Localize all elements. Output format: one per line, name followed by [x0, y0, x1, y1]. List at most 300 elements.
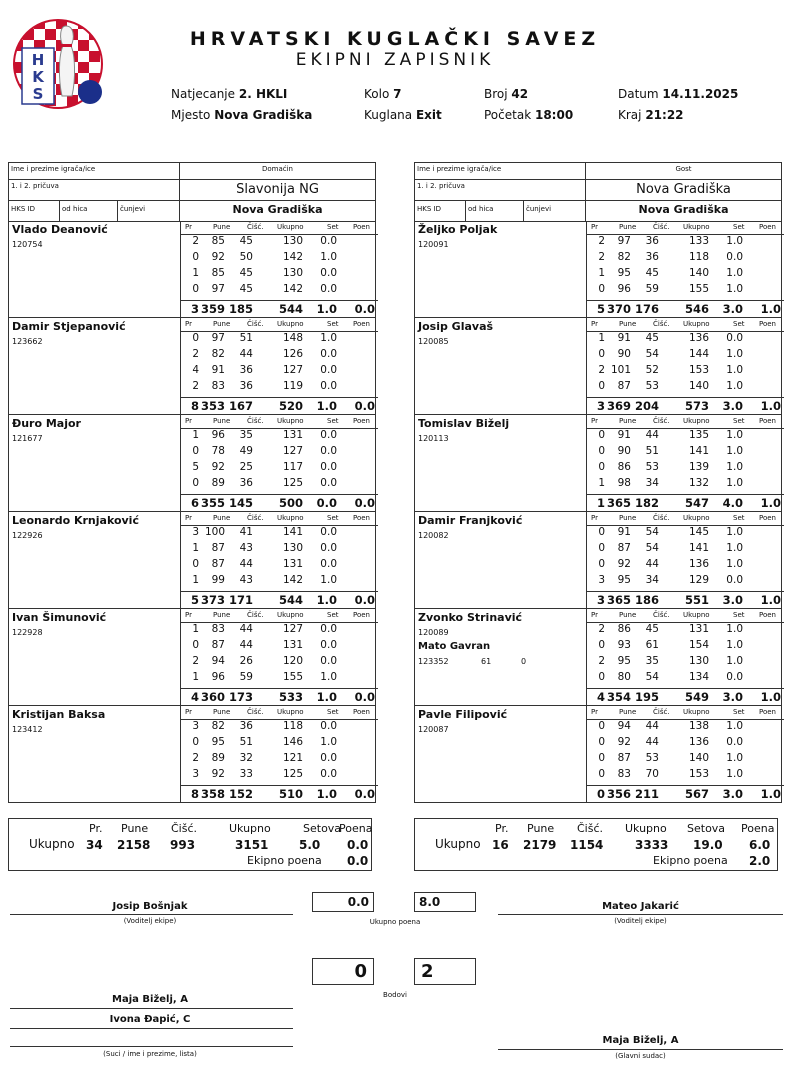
lane-cell: 83	[211, 380, 225, 392]
lane-cell: 145	[688, 526, 709, 538]
lane-cell: 1.0	[726, 348, 743, 360]
total-cell: 167	[228, 399, 253, 413]
lane-cell: 44	[645, 429, 659, 441]
player-total-row	[587, 300, 784, 318]
lane-row	[181, 332, 378, 348]
lane-cell: 36	[239, 477, 253, 489]
total-cell: 1.0	[760, 496, 781, 510]
score-grid	[180, 415, 378, 511]
lane-cell: 83	[211, 623, 225, 635]
col-header: Set	[733, 320, 745, 328]
judge-1-line	[10, 1008, 293, 1009]
lane-cell: 51	[239, 332, 253, 344]
col-header: Čišć.	[653, 708, 670, 716]
lane-cell: 70	[645, 768, 659, 780]
col-header: Set	[733, 611, 745, 619]
total-cell: 359	[201, 302, 226, 316]
lane-cell: 1.0	[726, 477, 743, 489]
lane-row	[587, 332, 784, 348]
lane-row	[181, 655, 378, 671]
lane-cell: 44	[239, 623, 253, 635]
lane-cell: 94	[211, 655, 225, 667]
lane-cell: 138	[688, 720, 709, 732]
col-header: Ukupno	[683, 611, 710, 619]
home-side-label: Domaćin	[179, 162, 376, 180]
col-header: Set	[733, 514, 745, 522]
lane-cell: 0.0	[320, 283, 337, 295]
guest-leader-name: Mateo Jakarić	[602, 901, 679, 912]
lane-cell: 0.0	[320, 720, 337, 732]
lane-cell: 131	[282, 558, 303, 570]
lane-cell: 44	[239, 639, 253, 651]
lane-cell: 129	[688, 574, 709, 586]
lane-cell: 0	[192, 477, 199, 489]
lane-cell: 0.0	[320, 639, 337, 651]
player-id: 122926	[12, 531, 43, 540]
lane-row	[181, 526, 378, 542]
player-name: Tomislav Biželj	[418, 417, 510, 430]
total-cell: 520	[278, 399, 303, 413]
score-grid	[586, 318, 784, 414]
judge-2-name: Ivona Đapić, C	[109, 1014, 191, 1025]
sum-poena: 0.0	[347, 838, 369, 852]
svg-text:K: K	[32, 68, 44, 86]
col-header: Poen	[353, 514, 370, 522]
score-header	[587, 706, 784, 720]
col-header: Poen	[759, 514, 776, 522]
lane-cell: 93	[617, 639, 631, 651]
lane-row	[587, 380, 784, 396]
lane-cell: 34	[645, 477, 659, 489]
lane-cell: 92	[211, 768, 225, 780]
lane-cell: 0.0	[726, 332, 743, 344]
lane-cell: 0.0	[320, 623, 337, 635]
col-header: Set	[327, 611, 339, 619]
lane-cell: 43	[239, 542, 253, 554]
lane-cell: 0.0	[320, 445, 337, 457]
team-points-label: Ekipno poena	[653, 854, 728, 867]
player-id: 120091	[418, 240, 449, 249]
lane-cell: 45	[239, 235, 253, 247]
col-header: Poen	[353, 320, 370, 328]
lane-cell: 0.0	[320, 477, 337, 489]
total-cell: 1.0	[760, 690, 781, 704]
lane-row	[587, 720, 784, 736]
lane-cell: 83	[617, 768, 631, 780]
lane-row	[587, 736, 784, 752]
lane-row	[181, 461, 378, 477]
lane-cell: 125	[282, 477, 303, 489]
total-cell: 353	[201, 399, 226, 413]
lane-cell: 90	[617, 348, 631, 360]
place-field: Mjesto Nova Gradiška	[171, 108, 313, 122]
col-header: Čišć.	[247, 611, 264, 619]
lane-cell: 44	[645, 558, 659, 570]
lane-row	[181, 445, 378, 461]
guest-side-label: Gost	[585, 162, 782, 180]
lane-cell: 1.0	[726, 267, 743, 279]
score-grid	[180, 706, 378, 802]
lane-cell: 0.0	[320, 542, 337, 554]
name-header: Ime i prezime igrača/ice	[414, 162, 586, 180]
lane-cell: 32	[239, 752, 253, 764]
lane-cell: 1	[598, 477, 605, 489]
lane-cell: 54	[645, 526, 659, 538]
lane-cell: 0	[598, 768, 605, 780]
player-name: Pavle Filipović	[418, 708, 508, 721]
lane-cell: 1	[192, 267, 199, 279]
total-cell: 195	[634, 690, 659, 704]
lane-cell: 91	[617, 429, 631, 441]
lane-cell: 0	[598, 639, 605, 651]
lane-cell: 142	[282, 574, 303, 586]
lane-cell: 0.0	[320, 380, 337, 392]
sum-pr: 16	[492, 838, 509, 852]
lane-cell: 94	[617, 720, 631, 732]
col-header: Poen	[353, 611, 370, 619]
col-header: Pune	[213, 611, 231, 619]
lane-cell: 3	[192, 720, 199, 732]
player-total-row	[587, 591, 784, 609]
guest-team-table	[414, 162, 782, 807]
total-cell: 358	[201, 787, 226, 801]
col-header: Set	[327, 320, 339, 328]
lane-cell: 148	[282, 332, 303, 344]
sum-pr: 34	[86, 838, 103, 852]
lane-cell: 131	[688, 623, 709, 635]
total-cell: 152	[228, 787, 253, 801]
player-total-row	[181, 300, 378, 318]
sum-cisc-label: Čišć.	[171, 822, 198, 835]
total-cell: 3.0	[722, 399, 743, 413]
substitute-from-throw: 61	[481, 657, 492, 666]
page-subtitle: EKIPNI ZAPISNIK	[295, 50, 495, 70]
judge-1-name: Maja Biželj, A	[112, 994, 188, 1005]
lane-cell: 1	[192, 542, 199, 554]
total-cell: 4	[190, 690, 199, 704]
total-cell: 355	[201, 496, 226, 510]
player-total-row	[181, 494, 378, 512]
lane-cell: 140	[688, 267, 709, 279]
lane-cell: 154	[688, 639, 709, 651]
sum-total-label: Ukupno	[29, 837, 75, 851]
total-cell: 0.0	[316, 496, 337, 510]
player-name: Josip Glavaš	[418, 320, 494, 333]
score-header	[587, 512, 784, 526]
guest-team-name: Nova Gradiška	[585, 179, 782, 201]
lane-cell: 0.0	[320, 558, 337, 570]
home-total-points-box: 0.0	[312, 892, 374, 912]
home-leader-label: (Voditelj ekipe)	[123, 917, 177, 925]
sum-cisc-label: Čišć.	[577, 822, 604, 835]
start-field: Početak 18:00	[484, 108, 574, 122]
player-name: Vlado Deanović	[12, 223, 108, 236]
total-cell: 1.0	[760, 593, 781, 607]
sum-ukupno: 3151	[235, 838, 269, 852]
col-header: Pune	[213, 223, 231, 231]
lane-cell: 0	[598, 526, 605, 538]
lane-cell: 3	[192, 526, 199, 538]
sum-pune-label: Pune	[527, 822, 555, 835]
lane-cell: 0	[598, 752, 605, 764]
col-header: Pune	[619, 223, 637, 231]
number-field: Broj 42	[484, 87, 529, 101]
page-title: HRVATSKI KUGLAČKI SAVEZ	[189, 28, 601, 50]
points-label: Bodovi	[383, 991, 407, 999]
guest-club-name: Nova Gradiška	[585, 200, 782, 222]
lane-cell: 133	[688, 235, 709, 247]
col-header: Čišć.	[653, 611, 670, 619]
col-header: Poen	[759, 417, 776, 425]
home-team-table	[8, 162, 376, 807]
player-name: Zvonko Strinavić	[418, 611, 523, 624]
judge-2-line	[10, 1028, 293, 1029]
lane-cell: 95	[617, 655, 631, 667]
lane-row	[587, 235, 784, 251]
lane-cell: 4	[192, 364, 199, 376]
score-grid	[180, 609, 378, 705]
lane-cell: 130	[282, 542, 303, 554]
lane-row	[587, 461, 784, 477]
lane-cell: 3	[598, 574, 605, 586]
col-header: Pune	[619, 320, 637, 328]
total-cell: 510	[278, 787, 303, 801]
col-header: Pr	[185, 514, 192, 522]
lane-cell: 127	[282, 623, 303, 635]
lane-cell: 131	[282, 639, 303, 651]
col-header: Ukupno	[277, 223, 304, 231]
lane-cell: 134	[688, 671, 709, 683]
lane-cell: 35	[239, 429, 253, 441]
lane-cell: 146	[282, 736, 303, 748]
sum-pr-label: Pr.	[89, 822, 103, 835]
sum-ukupno: 3333	[635, 838, 669, 852]
sum-setova: 5.0	[299, 838, 321, 852]
lane-row	[587, 348, 784, 364]
player-total-row	[587, 785, 784, 803]
lane-row	[181, 752, 378, 768]
col-header: Čišć.	[653, 223, 670, 231]
score-header	[181, 415, 378, 429]
score-grid	[586, 415, 784, 511]
lane-cell: 0.0	[726, 671, 743, 683]
lane-cell: 0	[192, 736, 199, 748]
lane-cell: 119	[282, 380, 303, 392]
lane-cell: 1.0	[726, 445, 743, 457]
lane-cell: 118	[688, 251, 709, 263]
lane-cell: 87	[617, 752, 631, 764]
col-header: Čišć.	[247, 708, 264, 716]
svg-text:H: H	[31, 51, 45, 69]
col-header: Ukupno	[683, 514, 710, 522]
sum-poena-label: Poena	[741, 822, 775, 835]
lane-cell: 0	[598, 461, 605, 473]
score-grid	[586, 609, 784, 705]
col-header: Pr	[185, 320, 192, 328]
lane-cell: 130	[688, 655, 709, 667]
lane-cell: 0	[598, 445, 605, 457]
chief-judge-line	[498, 1049, 783, 1050]
player-id: 122928	[12, 628, 43, 637]
lane-row	[587, 429, 784, 445]
name-header: Ime i prezime igrača/ice	[8, 162, 180, 180]
lane-cell: 97	[617, 235, 631, 247]
lane-cell: 144	[688, 348, 709, 360]
lane-cell: 2	[598, 235, 605, 247]
sum-poena: 6.0	[749, 838, 771, 852]
home-summary	[8, 818, 372, 871]
lane-cell: 141	[688, 542, 709, 554]
lane-cell: 0.0	[320, 655, 337, 667]
lane-row	[587, 623, 784, 639]
total-cell: 567	[684, 787, 709, 801]
total-cell: 5	[596, 302, 605, 316]
lane-row	[181, 251, 378, 267]
sum-pr-label: Pr.	[495, 822, 509, 835]
lane-cell: 44	[239, 558, 253, 570]
col-header: Set	[327, 417, 339, 425]
lane-cell: 142	[282, 251, 303, 263]
lane-cell: 44	[239, 348, 253, 360]
col-header: Ukupno	[277, 320, 304, 328]
cunjevi-label: čunjevi	[523, 200, 586, 222]
lane-cell: 92	[211, 461, 225, 473]
col-header: Set	[733, 708, 745, 716]
lane-cell: 1.0	[726, 380, 743, 392]
total-cell: 533	[278, 690, 303, 704]
col-header: Pune	[619, 708, 637, 716]
player-block	[414, 318, 782, 415]
player-block	[414, 512, 782, 609]
total-cell: 171	[228, 593, 253, 607]
col-header: Pr	[185, 223, 192, 231]
col-header: Pr	[591, 708, 598, 716]
lane-row	[181, 267, 378, 283]
lane-cell: 1	[598, 267, 605, 279]
lane-cell: 80	[617, 671, 631, 683]
player-block	[8, 706, 376, 803]
od-hica-label: od hica	[59, 200, 118, 222]
guest-leader-line	[498, 914, 783, 915]
lane-cell: 54	[645, 671, 659, 683]
player-id: 123412	[12, 725, 43, 734]
total-cell: 8	[190, 399, 199, 413]
guest-summary	[414, 818, 778, 871]
lane-cell: 0	[598, 671, 605, 683]
col-header: Set	[733, 417, 745, 425]
col-header: Poen	[353, 417, 370, 425]
home-leader-name: Josip Bošnjak	[112, 901, 188, 912]
lane-cell: 0.0	[320, 526, 337, 538]
team-points-label: Ekipno poena	[247, 854, 322, 867]
total-cell: 1.0	[316, 399, 337, 413]
lane-cell: 87	[211, 558, 225, 570]
lane-row	[181, 639, 378, 655]
sum-cisc: 1154	[570, 838, 604, 852]
lane-row	[181, 768, 378, 784]
lane-cell: 97	[211, 332, 225, 344]
lane-cell: 78	[211, 445, 225, 457]
total-cell: 4	[596, 690, 605, 704]
total-cell: 1.0	[316, 787, 337, 801]
sub-header: 1. i 2. pričuva	[8, 179, 180, 201]
total-cell: 3	[596, 593, 605, 607]
lane-cell: 96	[211, 671, 225, 683]
player-id: 120087	[418, 725, 449, 734]
lane-row	[587, 671, 784, 687]
hks-logo	[12, 18, 104, 110]
col-header: Čišć.	[247, 514, 264, 522]
player-id: 120113	[418, 434, 449, 443]
od-hica-label: od hica	[465, 200, 524, 222]
lane-cell: 44	[645, 720, 659, 732]
guest-points-box: 2	[414, 958, 476, 985]
lane-cell: 0.0	[320, 364, 337, 376]
guest-leader-label: (Voditelj ekipe)	[614, 917, 667, 925]
lane-cell: 45	[645, 267, 659, 279]
total-cell: 1.0	[316, 302, 337, 316]
substitute-id: 123352	[418, 657, 449, 666]
score-header	[181, 221, 378, 235]
lane-row	[587, 768, 784, 784]
lane-cell: 130	[282, 267, 303, 279]
lane-cell: 92	[211, 251, 225, 263]
col-header: Ukupno	[277, 611, 304, 619]
col-header: Pune	[619, 611, 637, 619]
total-cell: 8	[190, 787, 199, 801]
player-id: 120754	[12, 240, 43, 249]
score-header	[181, 706, 378, 720]
player-id: 123662	[12, 337, 43, 346]
total-cell: 1.0	[316, 593, 337, 607]
total-cell: 211	[634, 787, 659, 801]
player-block	[8, 318, 376, 415]
player-block	[8, 221, 376, 318]
lane-cell: 1.0	[726, 639, 743, 651]
col-header: Poen	[759, 708, 776, 716]
lane-row	[587, 364, 784, 380]
lane-cell: 89	[211, 477, 225, 489]
col-header: Čišć.	[247, 223, 264, 231]
player-id: 120085	[418, 337, 449, 346]
lane-cell: 45	[645, 623, 659, 635]
lane-cell: 1.0	[726, 720, 743, 732]
lane-cell: 49	[239, 445, 253, 457]
lane-row	[181, 558, 378, 574]
lane-cell: 1.0	[320, 574, 337, 586]
lane-cell: 95	[211, 736, 225, 748]
lane-cell: 36	[645, 235, 659, 247]
total-cell: 173	[228, 690, 253, 704]
total-cell: 3	[596, 399, 605, 413]
col-header: Pr	[185, 708, 192, 716]
lane-cell: 45	[645, 332, 659, 344]
sum-pune-label: Pune	[121, 822, 149, 835]
lane-cell: 3	[192, 768, 199, 780]
col-header: Ukupno	[683, 223, 710, 231]
player-total-row	[181, 785, 378, 803]
lane-cell: 1	[192, 623, 199, 635]
lane-cell: 25	[239, 461, 253, 473]
hks-id-label: HKS ID	[414, 200, 466, 222]
lane-row	[181, 623, 378, 639]
lane-cell: 2	[192, 380, 199, 392]
col-header: Pr	[591, 514, 598, 522]
lane-cell: 0.0	[726, 574, 743, 586]
lane-cell: 0.0	[320, 235, 337, 247]
lane-cell: 2	[598, 364, 605, 376]
lane-cell: 90	[617, 445, 631, 457]
